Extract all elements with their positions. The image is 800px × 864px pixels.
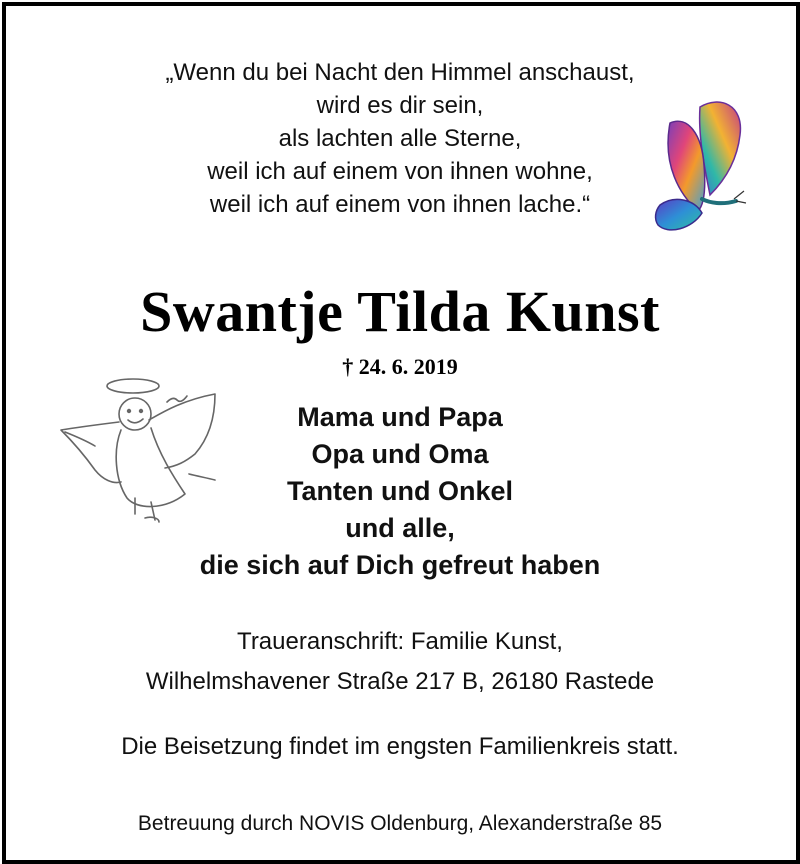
address-line-1: Traueranschrift: Familie Kunst, bbox=[237, 628, 563, 655]
mourner-line: Tanten und Onkel bbox=[286, 476, 513, 506]
mourners-list bbox=[0, 399, 800, 584]
death-date: † 24. 6. 2019 bbox=[342, 354, 458, 379]
mourning-address bbox=[0, 622, 800, 702]
mourner-line: und alle, bbox=[345, 513, 455, 543]
butterfly-icon bbox=[640, 95, 750, 245]
mourner-line: die sich auf Dich gefreut haben bbox=[199, 550, 601, 580]
poem-line: wird es dir sein, bbox=[316, 92, 484, 119]
poem-line: weil ich auf einem von ihnen wohne, bbox=[207, 158, 593, 185]
poem-line: „Wenn du bei Nacht den Himmel anschaust, bbox=[165, 59, 635, 86]
address-line-2: Wilhelmshavener Straße 217 B, 26180 Rastede bbox=[145, 668, 655, 695]
undertaker-credit: Betreuung durch NOVIS Oldenburg, Alexanderstraße 85 bbox=[137, 812, 663, 835]
mourner-line: Opa und Oma bbox=[311, 439, 489, 469]
poem-line: als lachten alle Sterne, bbox=[278, 125, 522, 152]
burial-note: Die Beisetzung findet im engsten Familienkreis statt. bbox=[121, 733, 679, 760]
deceased-name: Swantje Tilda Kunst bbox=[140, 279, 660, 344]
mourner-line: Mama und Papa bbox=[297, 402, 503, 432]
poem-line: weil ich auf einem von ihnen lache.“ bbox=[209, 191, 591, 218]
